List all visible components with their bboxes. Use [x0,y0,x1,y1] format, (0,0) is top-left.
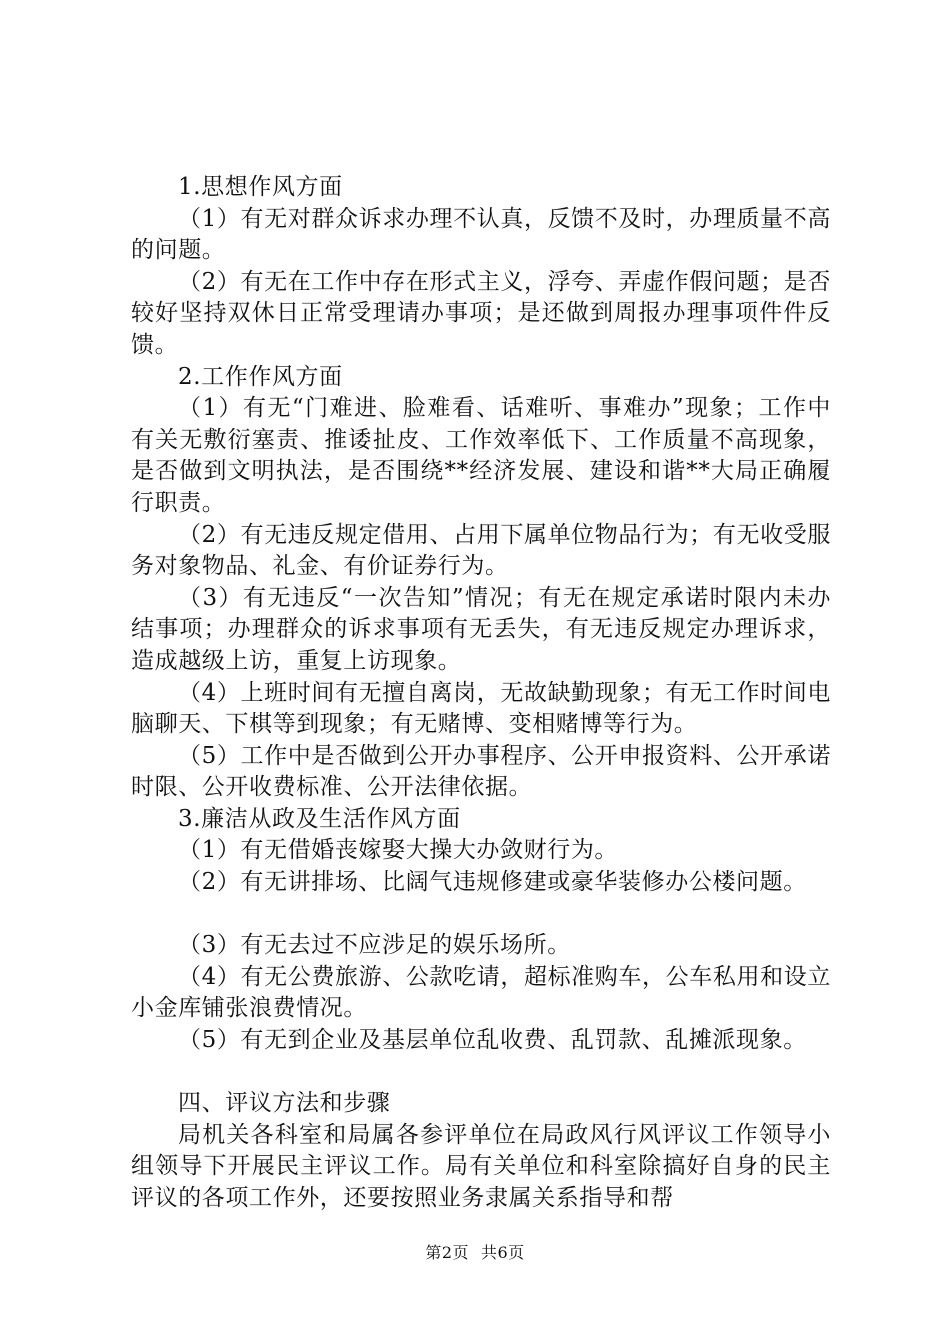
list-item: （1）有无“门难进、脸难看、话难听、事难办”现象；工作中有关无敷衍塞责、推诿扯皮、工作效率低下、工作质量不高现象，是否做到文明执法，是否围绕**经济发展、建设和谐**大局正确履行职责。 [131,395,831,516]
list-item: （5）工作中是否做到公开办事程序、公开申报资料、公开承诺时限、公开收费标准、公开法律依据。 [131,742,831,801]
list-item: （5）有无到企业及基层单位乱收费、乱罚款、乱摊派现象。 [178,1027,807,1054]
page-number: 第2页 [425,1243,469,1262]
list-item: （2）有无讲排场、比阔气违规修建或豪华装修办公楼问题。 [178,869,807,896]
section-heading: 1.思想作风方面 [178,174,343,200]
list-item: （2）有无在工作中存在形式主义，浮夸、弄虚作假问题；是否较好坚持双休日正常受理请办事项；是还做到周报办理事项件件反馈。 [131,268,831,358]
section-heading: 3.廉洁从政及生活作风方面 [178,805,461,832]
page-footer [0,1242,950,1264]
part-heading: 四、评议方法和步骤 [178,1090,391,1117]
section-heading: 2.工作作风方面 [178,363,343,390]
list-item: （2）有无违反规定借用、占用下属单位物品行为；有无收受服务对象物品、礼金、有价证券行为。 [131,521,831,580]
list-item: （3）有无违反“一次告知”情况；有无在规定承诺时限内未办结事项；办理群众的诉求事项有无丢失，有无违反规定办理诉求，造成越级上访，重复上访现象。 [131,584,831,674]
document-body [131,172,831,1215]
page-total: 共6页 [481,1243,525,1262]
list-item: （4）有无公费旅游、公款吃请，超标准购车，公车私用和设立小金库铺张浪费情况。 [131,963,831,1022]
list-item: （1）有无对群众诉求办理不认真，反馈不及时，办理质量不高的问题。 [131,205,831,264]
paragraph: 局机关各科室和局属各参评单位在局政风行风评议工作领导小组领导下开展民主评议工作。局有关单位和科室除搞好自身的民主评议的各项工作外，还要按照业务隶属关系指导和帮 [131,1121,831,1211]
list-item: （3）有无去过不应涉足的娱乐场所。 [178,932,571,959]
list-item: （1）有无借婚丧嫁娶大操大办敛财行为。 [178,837,619,864]
blank-line [131,899,831,931]
blank-line [131,1057,831,1089]
list-item: （4）上班时间有无擅自离岗，无故缺勤现象；有无工作时间电脑聊天、下棋等到现象；有无赌博、变相赌博等行为。 [131,679,831,738]
